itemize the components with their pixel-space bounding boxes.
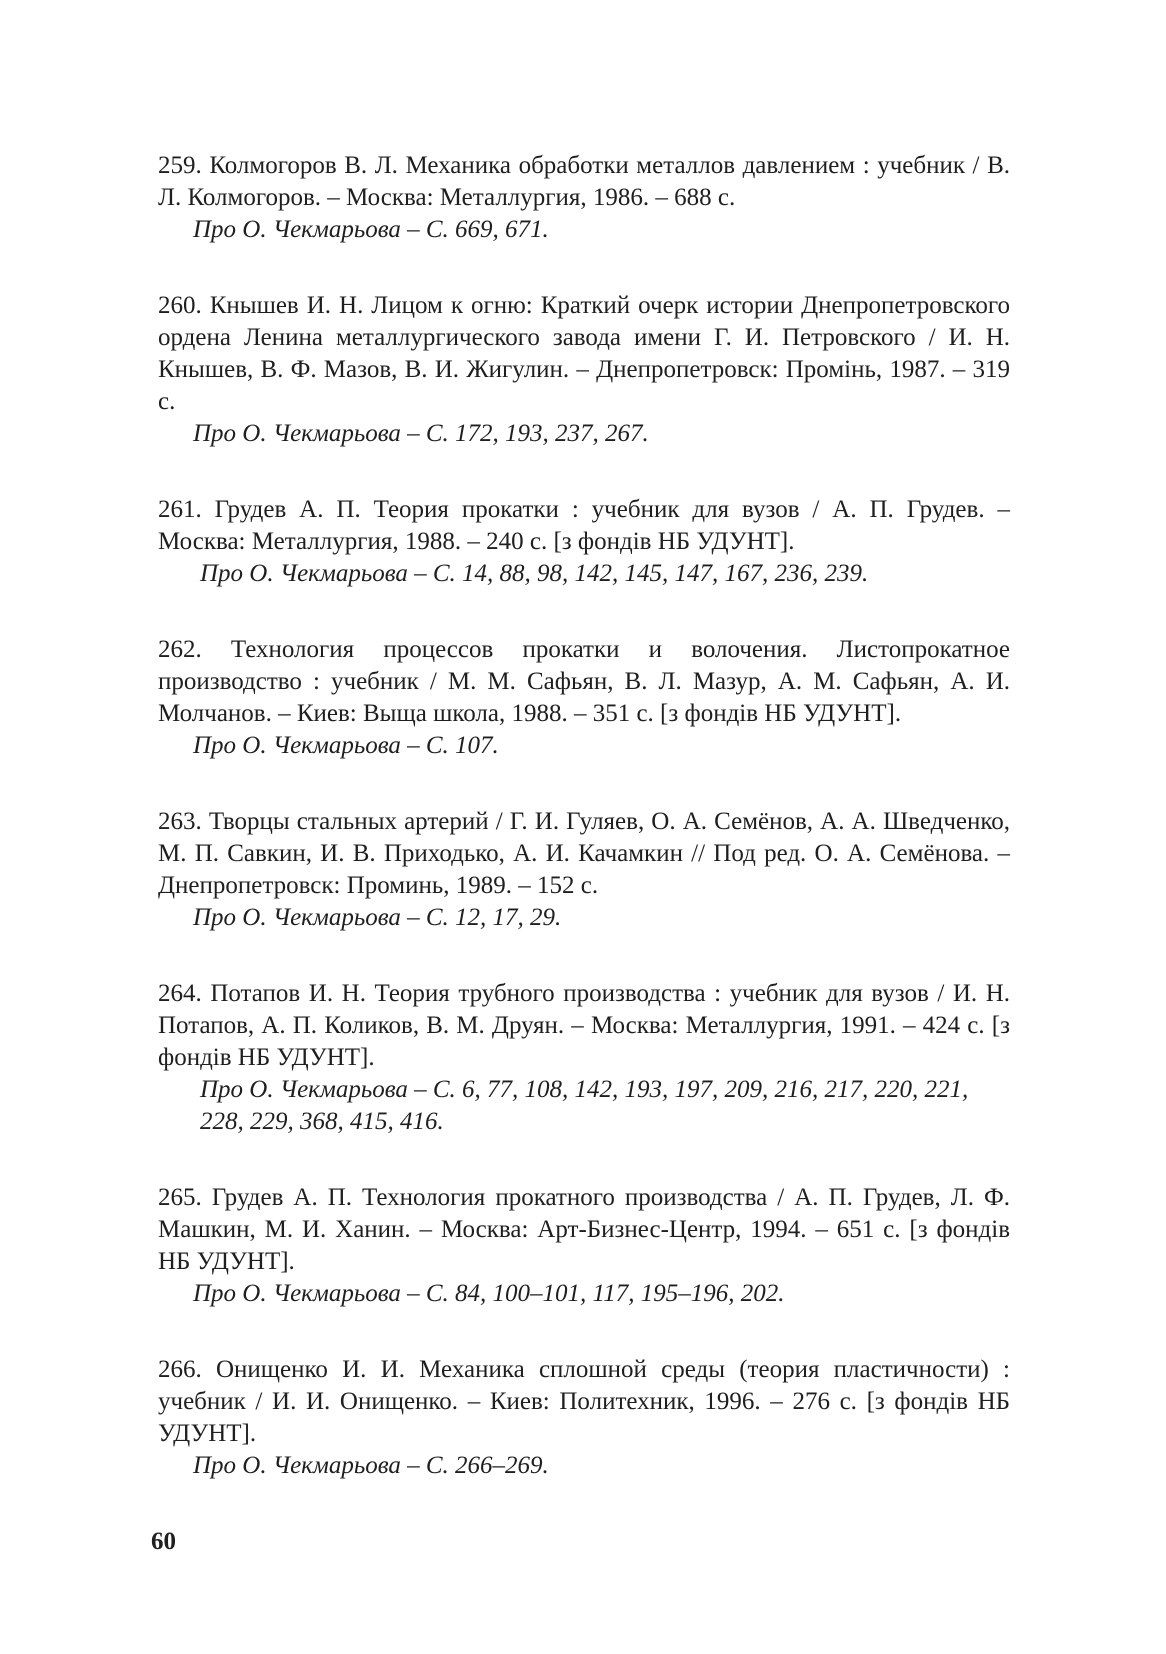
bibliography-entry-262 (158, 634, 1010, 762)
entry-text: 263. Творцы стальных артерий / Г. И. Гуляев, О. А. Семёнов, А. А. Шведченко, М. П. Савкин, И. В. Приходько, А. И. Качамкин // Под ред. О. А. Семёнова. – Днепропетровск: Проминь, 1989. – 152 с. (158, 808, 1010, 899)
bibliography-entry-265 (158, 1182, 1010, 1310)
entry-reference: Про О. Чекмарьова – С. 6, 77, 108, 142, 193, 197, 209, 216, 217, 220, 221, 228, 229, 368, 415, 416. (200, 1076, 969, 1135)
entry-text: 262. Технология процессов прокатки и волочения. Листопрокатное производство : учебник / М. М. Сафьян, В. Л. Мазур, А. М. Сафьян, А. И. Молчанов. – Киев: Выща школа, 1988. – 351 с. [з фондів НБ УДУНТ]. (158, 636, 1010, 727)
entry-text: 261. Грудев А. П. Теория прокатки : учебник для вузов / А. П. Грудев. – Москва: Металлургия, 1988. – 240 с. [з фондів НБ УДУНТ]. (158, 496, 1010, 555)
entry-text: 265. Грудев А. П. Технология прокатного производства / А. П. Грудев, Л. Ф. Машкин, М. И. Ханин. – Москва: Арт-Бизнес-Центр, 1994. – 651 с. [з фондів НБ УДУНТ]. (158, 1184, 1010, 1275)
bibliography-page (158, 150, 1010, 1526)
bibliography-entry-261 (158, 494, 1010, 590)
entry-text: 260. Кнышев И. Н. Лицом к огню: Краткий очерк истории Днепропетровского ордена Ленина металлургического завода имени Г. И. Петровского / И. Н. Кнышев, В. Ф. Мазов, В. И. Жигулин. – Днепропетровск: Промінь, 1987. – 319 с. (158, 292, 1010, 415)
entry-reference: Про О. Чекмарьова – С. 266–269. (193, 1452, 549, 1479)
entry-text: 266. Онищенко И. И. Механика сплошной среды (теория пластичности) : учебник / И. И. Онищенко. – Киев: Политехник, 1996. – 276 с. [з фондів НБ УДУНТ]. (158, 1356, 1010, 1447)
entry-reference: Про О. Чекмарьова – С. 669, 671. (193, 216, 549, 243)
entry-reference: Про О. Чекмарьова – С. 14, 88, 98, 142, 145, 147, 167, 236, 239. (200, 560, 869, 587)
entry-text: 259. Колмогоров В. Л. Механика обработки металлов давлением : учебник / В. Л. Колмогоров. – Москва: Металлургия, 1986. – 688 с. (158, 152, 1010, 211)
bibliography-entry-259 (158, 150, 1010, 246)
entry-reference: Про О. Чекмарьова – С. 12, 17, 29. (193, 904, 562, 931)
bibliography-entry-264 (158, 978, 1010, 1138)
bibliography-entry-263 (158, 806, 1010, 934)
entry-text: 264. Потапов И. Н. Теория трубного производства : учебник для вузов / И. Н. Потапов, А. П. Коликов, В. М. Друян. – Москва: Металлургия, 1991. – 424 с. [з фондів НБ УДУНТ]. (158, 980, 1010, 1071)
bibliography-entry-266 (158, 1354, 1010, 1482)
bibliography-entry-260 (158, 290, 1010, 450)
page-number: 60 (151, 1528, 176, 1555)
entry-reference: Про О. Чекмарьова – С. 107. (193, 732, 499, 759)
entry-reference: Про О. Чекмарьова – С. 172, 193, 237, 267. (193, 420, 649, 447)
entry-reference: Про О. Чекмарьова – С. 84, 100–101, 117, 195–196, 202. (193, 1280, 785, 1307)
